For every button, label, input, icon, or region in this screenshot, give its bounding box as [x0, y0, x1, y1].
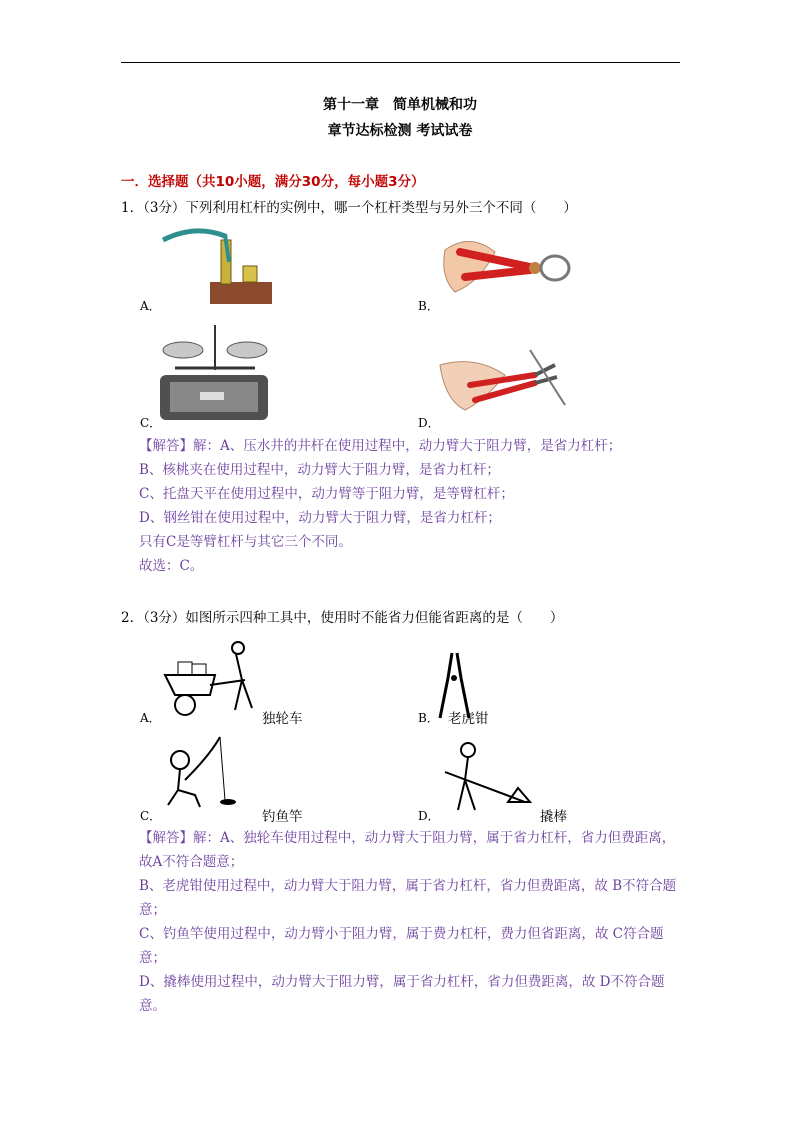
q1-option-d: D．	[418, 416, 440, 430]
q1-option-c: C．	[140, 416, 162, 430]
q2-option-a: A．	[140, 711, 161, 725]
water-pump-image	[155, 222, 275, 304]
q2-answer-line-1: 【解答】解：A、独轮车使用过程中，动力臂大于阻力臂，属于省力杠杆，省力但费距离，故A不符合题意；	[139, 830, 676, 870]
q1-answer-line-1: 【解答】解：A、压水井的井杆在使用过程中，动力臂大于阻力臂，是省力杠杆；	[139, 438, 622, 454]
q2-answer-line-4: D、撬棒使用过程中，动力臂大于阻力臂，属于省力杠杆，省力但费距离，故 D不符合题意。	[139, 974, 665, 1014]
chapter-title: 第十一章 简单机械和功	[323, 97, 477, 113]
header-rule	[121, 62, 680, 63]
crowbar-image	[440, 740, 540, 815]
question-2-stem: 2．（3分）如图所示四种工具中，使用时不能省力但能省距离的是（ ）	[121, 610, 564, 626]
wire-cutters-image	[435, 345, 575, 425]
q2-caption-c: 钓鱼竿	[262, 809, 303, 825]
section-heading: 一．选择题（共10小题，满分30分，每小题3分）	[121, 174, 425, 190]
chapter-subtitle: 章节达标检测 考试试卷	[327, 123, 473, 139]
q1-answer-line-4: D、钢丝钳在使用过程中，动力臂大于阻力臂，是省力杠杆；	[139, 510, 501, 526]
q2-option-b: B．	[418, 711, 439, 725]
q1-answer-line-3: C、托盘天平在使用过程中，动力臂等于阻力臂，是等臂杠杆；	[139, 486, 514, 502]
q2-option-d: D．	[418, 809, 440, 823]
q1-option-a: A．	[140, 299, 161, 313]
fishing-rod-image	[160, 735, 250, 810]
question-1-stem: 1．（3分）下列利用杠杆的实例中，哪一个杠杆类型与另外三个不同（ ）	[121, 200, 577, 216]
nutcracker-image	[435, 222, 575, 304]
wheelbarrow-image	[160, 640, 260, 720]
q2-answer-line-3: C、钓鱼竿使用过程中，动力臂小于阻力臂，属于费力杠杆，费力但省距离，故 C符合题意；	[139, 926, 664, 966]
q1-option-b: B．	[418, 299, 439, 313]
q1-answer-line-5: 只有C是等臂杠杆与其它三个不同。	[139, 534, 352, 550]
q2-answer-line-2: B、老虎钳使用过程中，动力臂大于阻力臂，属于省力杠杆，省力但费距离，故 B不符合题意；	[139, 878, 677, 918]
q2-option-c: C．	[140, 809, 162, 823]
balance-scale-image	[155, 320, 275, 425]
q1-answer-line-2: B、核桃夹在使用过程中，动力臂大于阻力臂，是省力杠杆；	[139, 462, 500, 478]
q2-caption-b: 老虎钳	[448, 711, 489, 727]
q2-caption-a: 独轮车	[262, 711, 303, 727]
q1-answer-line-6: 故选：C。	[139, 558, 204, 574]
q2-caption-d: 撬棒	[540, 809, 567, 825]
